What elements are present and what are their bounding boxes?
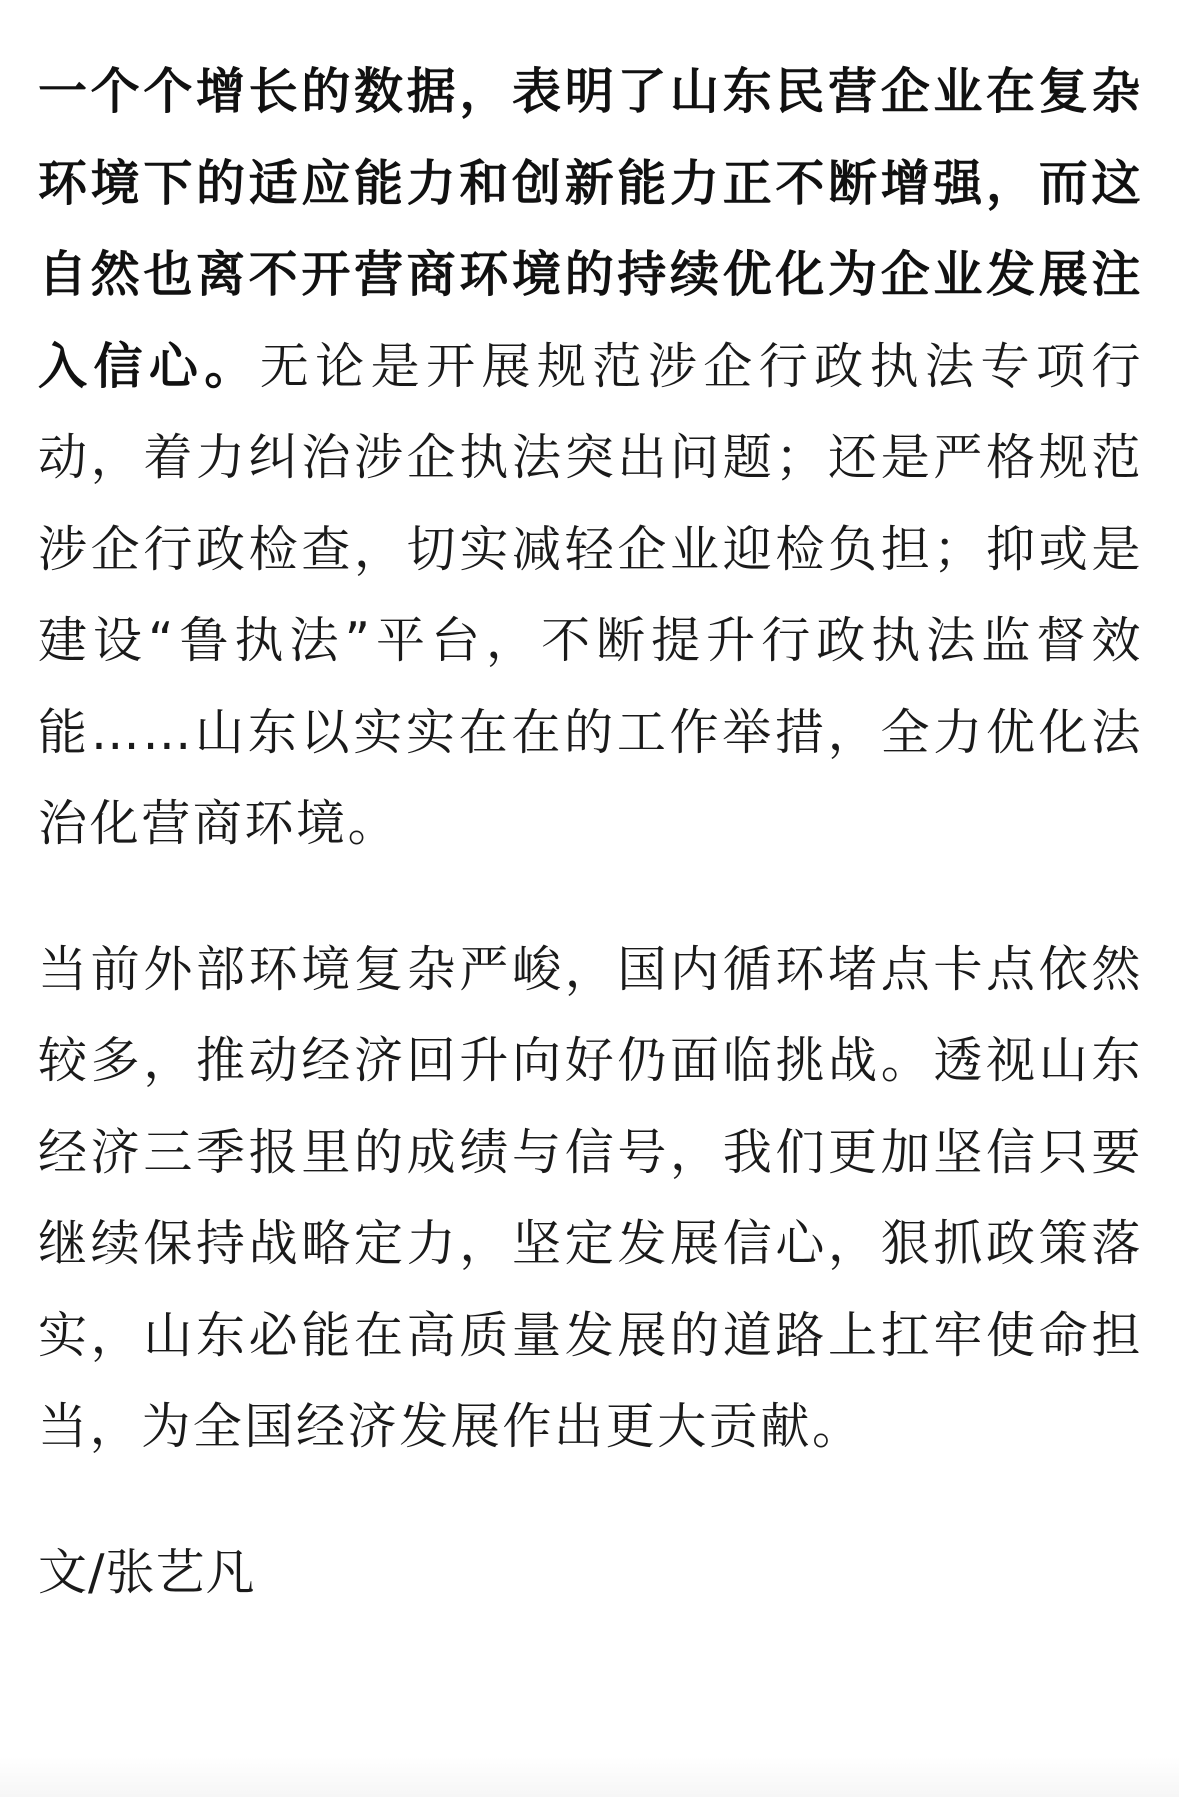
paragraph-spacer bbox=[38, 1473, 1143, 1527]
paragraph-1 bbox=[38, 46, 1143, 870]
author-byline: 文/张艺凡 bbox=[38, 1543, 256, 1601]
paragraph-spacer bbox=[38, 870, 1143, 924]
article-body bbox=[38, 46, 1143, 1618]
bottom-fade bbox=[0, 1757, 1179, 1797]
paragraph-1-bold-text: 一个个增长的数据，表明了山东民营企业在复杂环境下的适应能力和创新能力正不断增强，而这自然也离不开营商环境的持续优化为企业发展注入信心。 bbox=[38, 63, 1143, 395]
paragraph-1-normal-text: 无论是开展规范涉企行政执法专项行动，着力纠治涉企执法突出问题；还是严格规范涉企行政检查，切实减轻企业迎检负担；抑或是建设“鲁执法”平台，不断提升行政执法监督效能……山东以实实在在的工作举措，全力优化法治化营商环境。 bbox=[38, 337, 1143, 852]
paragraph-2: 当前外部环境复杂严峻，国内循环堵点卡点依然较多，推动经济回升向好仍面临挑战。透视山东经济三季报里的成绩与信号，我们更加坚信只要继续保持战略定力，坚定发展信心，狠抓政策落实，山东必能在高质量发展的道路上扛牢使命担当，为全国经济发展作出更大贡献。 bbox=[38, 940, 1143, 1455]
